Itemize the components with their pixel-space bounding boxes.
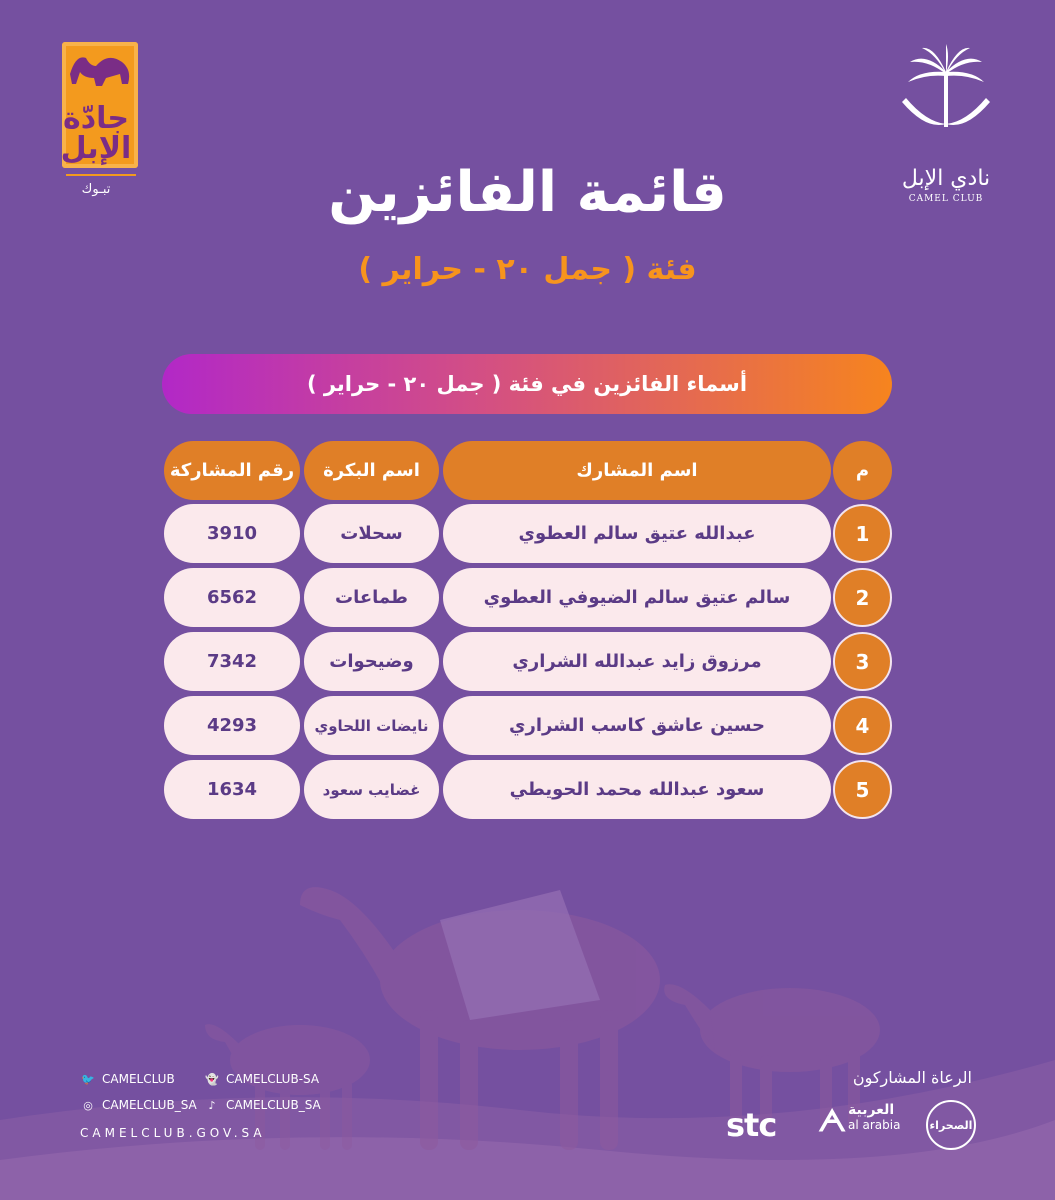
- header-num: م: [833, 441, 892, 500]
- snapchat-icon: 👻: [205, 1072, 219, 1086]
- row-entry: 7342: [164, 632, 300, 691]
- row-entry: 3910: [164, 504, 300, 563]
- twitter-icon: 🐦: [81, 1072, 95, 1086]
- row-participant: سعود عبدالله محمد الحويطي: [443, 760, 831, 819]
- website-link[interactable]: CAMELCLUB.GOV.SA: [80, 1126, 266, 1140]
- row-camel: نايضات اللحاوي: [304, 696, 439, 755]
- row-participant: سالم عتيق سالم الضيوفي العطوي: [443, 568, 831, 627]
- instagram-link[interactable]: ◎ CAMELCLUB_SA: [80, 1098, 197, 1112]
- row-camel: غضايب سعود: [304, 760, 439, 819]
- winners-banner: [162, 354, 892, 414]
- logo-arabic: نادي الإبل: [901, 166, 991, 191]
- snapchat-link[interactable]: 👻 CAMELCLUB-SA: [205, 1072, 320, 1086]
- social-links: [80, 1070, 320, 1140]
- alarabia-logo: العربية al arabia: [848, 1102, 901, 1132]
- row-num: 1: [833, 504, 892, 563]
- row-camel: طماعات: [304, 568, 439, 627]
- header-participant: اسم المشارك: [443, 441, 831, 500]
- row-camel: سحلات: [304, 504, 439, 563]
- row-participant: حسين عاشق كاسب الشراري: [443, 696, 831, 755]
- row-entry: 4293: [164, 696, 300, 755]
- row-num: 2: [833, 568, 892, 627]
- row-num: 3: [833, 632, 892, 691]
- camel-icon: [62, 44, 138, 104]
- palm-tree-swords-icon: [896, 42, 996, 162]
- row-entry: 1634: [164, 760, 300, 819]
- sponsors-label: الرعاة المشاركون: [852, 1068, 972, 1087]
- tiktok-link[interactable]: ♪ CAMELCLUB_SA: [204, 1098, 321, 1112]
- row-num: 4: [833, 696, 892, 755]
- row-entry: 6562: [164, 568, 300, 627]
- row-participant: عبدالله عتيق سالم العطوي: [443, 504, 831, 563]
- header-entry: رقم المشاركة: [164, 441, 300, 500]
- banner-text: أسماء الفائزين في فئة ( جمل ٢٠ - حراير ): [306, 372, 748, 396]
- stc-logo: stc: [726, 1106, 777, 1144]
- header-camel: اسم البكرة: [304, 441, 439, 500]
- logo-english: CAMEL CLUB: [908, 194, 984, 204]
- alarabia-icon: ᗅ: [818, 1104, 847, 1139]
- third-sponsor-logo: الصحراء: [926, 1100, 976, 1150]
- category-subtitle: فئة ( جمل ٢٠ - حراير ): [358, 252, 697, 287]
- row-camel: وضيحوات: [304, 632, 439, 691]
- badge-subtitle: تبـوك: [81, 182, 111, 197]
- twitter-link[interactable]: 🐦 CAMELCLUB: [81, 1072, 175, 1086]
- instagram-icon: ◎: [83, 1098, 93, 1112]
- badge-title: جادّة الإبل: [60, 101, 132, 166]
- row-num: 5: [833, 760, 892, 819]
- page-title: قائمة الفائزين: [328, 160, 727, 225]
- row-participant: مرزوق زايد عبدالله الشراري: [443, 632, 831, 691]
- sponsors: [720, 1068, 990, 1148]
- tiktok-icon: ♪: [208, 1098, 216, 1112]
